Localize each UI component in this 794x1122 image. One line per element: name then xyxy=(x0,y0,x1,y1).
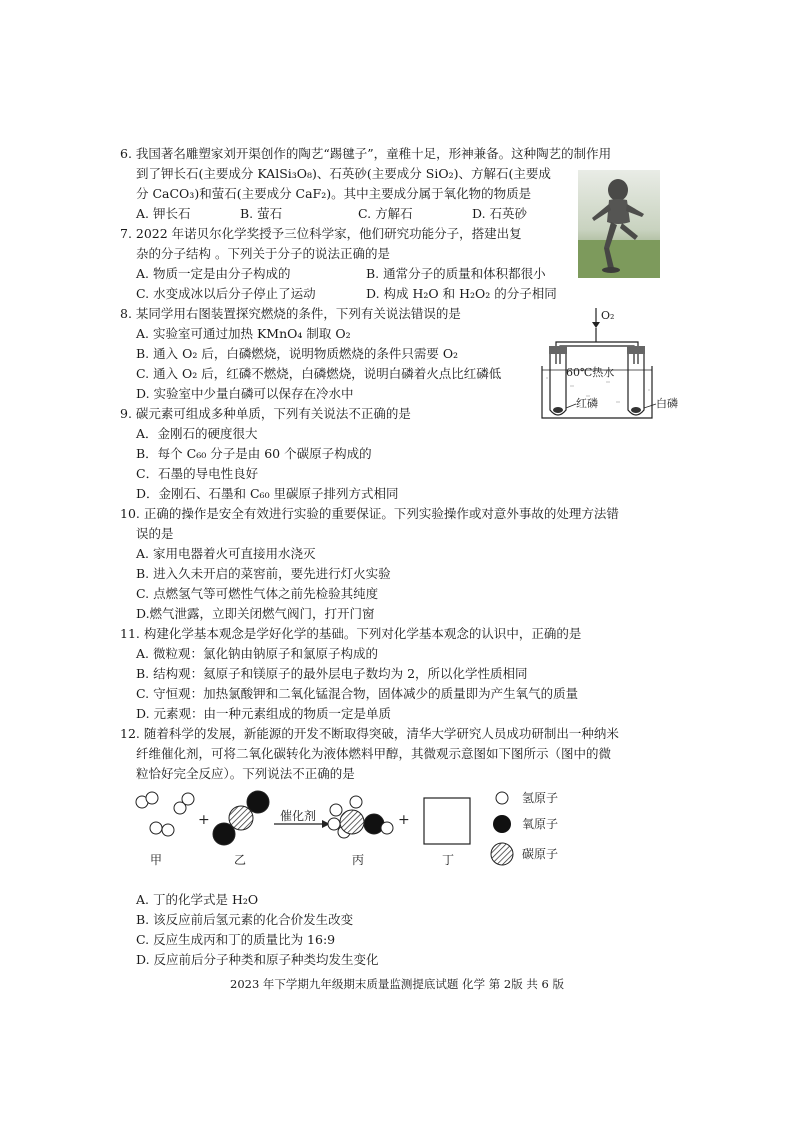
q7-option-b: B. 通常分子的质量和体积都很小 xyxy=(366,266,546,281)
plus-sign-1: + xyxy=(198,812,210,828)
q8-option-a: A. 实验室可通过加热 KMnO₄ 制取 O₂ xyxy=(136,326,351,341)
legend-o-label: 氧原子 xyxy=(522,817,559,831)
label-ding: 丁 xyxy=(442,853,455,867)
legend-h-symbol xyxy=(496,792,508,804)
catalyst-label: 催化剂 xyxy=(280,809,317,823)
legend-c-symbol xyxy=(491,843,513,865)
q7-option-a: A. 物质一定是由分子构成的 xyxy=(136,266,291,281)
q7-stem-line2: 杂的分子结构 。下列关于分子的说法正确的是 xyxy=(136,246,390,261)
q12-stem-line3: 粒恰好完全反应）。下列说法不正确的是 xyxy=(136,766,355,781)
q6-option-a: A. 钾长石 xyxy=(136,206,191,221)
fig-hot-water-label: 60℃热水 xyxy=(566,366,615,379)
co2-molecule xyxy=(213,791,269,845)
q11-option-c: C. 守恒观：加热氯酸钾和二氧化锰混合物，固体减少的质量即为产生氧气的质量 xyxy=(136,686,579,701)
label-yi: 乙 xyxy=(234,853,247,867)
h2-molecules xyxy=(136,792,194,836)
q12-option-c: C. 反应生成丙和丁的质量比为 16:9 xyxy=(136,932,336,947)
product-ding-box xyxy=(424,798,470,844)
q10-stem-line1: 10. 正确的操作是安全有效进行实验的重要保证。下列实验操作或对意外事故的处理方法错 xyxy=(120,506,619,521)
q11-option-d: D. 元素观：由一种元素组成的物质一定是单质 xyxy=(136,706,392,721)
q7-stem-line1: 7. 2022 年诺贝尔化学奖授予三位科学家，他们研究功能分子，搭建出复 xyxy=(120,226,522,241)
q12-stem-line1: 12. 随着科学的发展，新能源的开发不断取得突破，清华大学研究人员成功研制出一种纳米 xyxy=(120,726,619,741)
q6-stem-line1: 6. 我国著名雕塑家刘开渠创作的陶艺“踢毽子”，童稚十足，形神兼备。这种陶艺的制作用 xyxy=(120,146,612,161)
q8-option-d: D. 实验室中少量白磷可以保存在冷水中 xyxy=(136,386,354,401)
q6-option-b: B. 萤石 xyxy=(240,206,283,221)
q7-option-c: C. 水变成冰以后分子停止了运动 xyxy=(136,286,316,301)
q8-stem-line1: 8. 某同学用右图装置探究燃烧的条件，下列有关说法错误的是 xyxy=(120,306,461,321)
q11-option-a: A. 微粒观：氯化钠由钠原子和氯原子构成的 xyxy=(136,646,378,661)
q12-option-d: D. 反应前后分子种类和原子种类均发生变化 xyxy=(136,952,379,967)
fig-white-phosphorus-label: 白磷 xyxy=(656,397,678,410)
sculpture-photo xyxy=(578,170,660,278)
q6-options xyxy=(136,206,576,222)
fig-o2-label: O₂ xyxy=(601,309,615,322)
q10-option-d: D.燃气泄露，立即关闭燃气阀门，打开门窗 xyxy=(136,606,375,621)
q11-stem-line1: 11. 构建化学基本观念是学好化学的基础。下列对化学基本观念的认识中，正确的是 xyxy=(120,626,582,641)
q9-stem-line1: 9. 碳元素可组成多种单质，下列有关说法不正确的是 xyxy=(120,406,411,421)
q12-stem-line2: 纤维催化剂，可将二氧化碳转化为液体燃料甲醇，其微观示意图如下图所示（图中的微 xyxy=(136,746,612,761)
q9-option-a: A．金刚石的硬度很大 xyxy=(136,426,258,441)
q11-option-b: B. 结构观：氦原子和镁原子的最外层电子数均为 2，所以化学性质相同 xyxy=(136,666,528,681)
q10-stem-line2: 误的是 xyxy=(136,526,174,541)
q6-option-c: C. 方解石 xyxy=(358,206,413,221)
reaction-diagram xyxy=(130,784,610,870)
q9-option-b: B．每个 C₆₀ 分子是由 60 个碳原子构成的 xyxy=(136,446,372,461)
q6-option-d: D. 石英砂 xyxy=(472,206,528,221)
methanol-molecule xyxy=(328,796,393,838)
q8-option-b: B. 通入 O₂ 后，白磷燃烧，说明物质燃烧的条件只需要 O₂ xyxy=(136,346,459,361)
legend-o-symbol xyxy=(493,815,511,833)
q6-stem-line2: 到了钾长石(主要成分 KAlSi₃O₈)、石英砂(主要成分 SiO₂)、方解石(主要成 xyxy=(136,166,551,181)
q8-option-c: C. 通入 O₂ 后，红磷不燃烧，白磷燃烧，说明白磷着火点比红磷低 xyxy=(136,366,502,381)
q6-stem-line3: 分 CaCO₃)和萤石(主要成分 CaF₂)。其中主要成分属于氧化物的物质是 xyxy=(136,186,532,201)
plus-sign-2: + xyxy=(398,812,410,828)
label-jia: 甲 xyxy=(150,853,163,867)
q12-option-b: B. 该反应前后氢元素的化合价发生改变 xyxy=(136,912,354,927)
label-bing: 丙 xyxy=(352,853,365,867)
q10-option-c: C. 点燃氢气等可燃性气体之前先检验其纯度 xyxy=(136,586,379,601)
legend-h-label: 氢原子 xyxy=(522,791,559,805)
page-footer: 2023 年下学期九年级期末质量监测提底试题 化学 第 2版 共 6 版 xyxy=(230,977,564,991)
fig-red-phosphorus-label: 红磷 xyxy=(576,397,598,410)
q10-option-a: A. 家用电器着火可直接用水浇灭 xyxy=(136,546,316,561)
q7-option-d: D. 构成 H₂O 和 H₂O₂ 的分子相同 xyxy=(366,286,557,301)
combustion-apparatus-figure xyxy=(536,306,696,426)
q9-option-c: C．石墨的导电性良好 xyxy=(136,466,259,481)
legend-c-label: 碳原子 xyxy=(522,847,559,861)
q10-option-b: B. 进入久未开启的菜窖前，要先进行灯火实验 xyxy=(136,566,391,581)
q12-option-a: A. 丁的化学式是 H₂O xyxy=(136,892,259,907)
q9-option-d: D．金刚石、石墨和 C₆₀ 里碳原子排列方式相同 xyxy=(136,486,399,501)
